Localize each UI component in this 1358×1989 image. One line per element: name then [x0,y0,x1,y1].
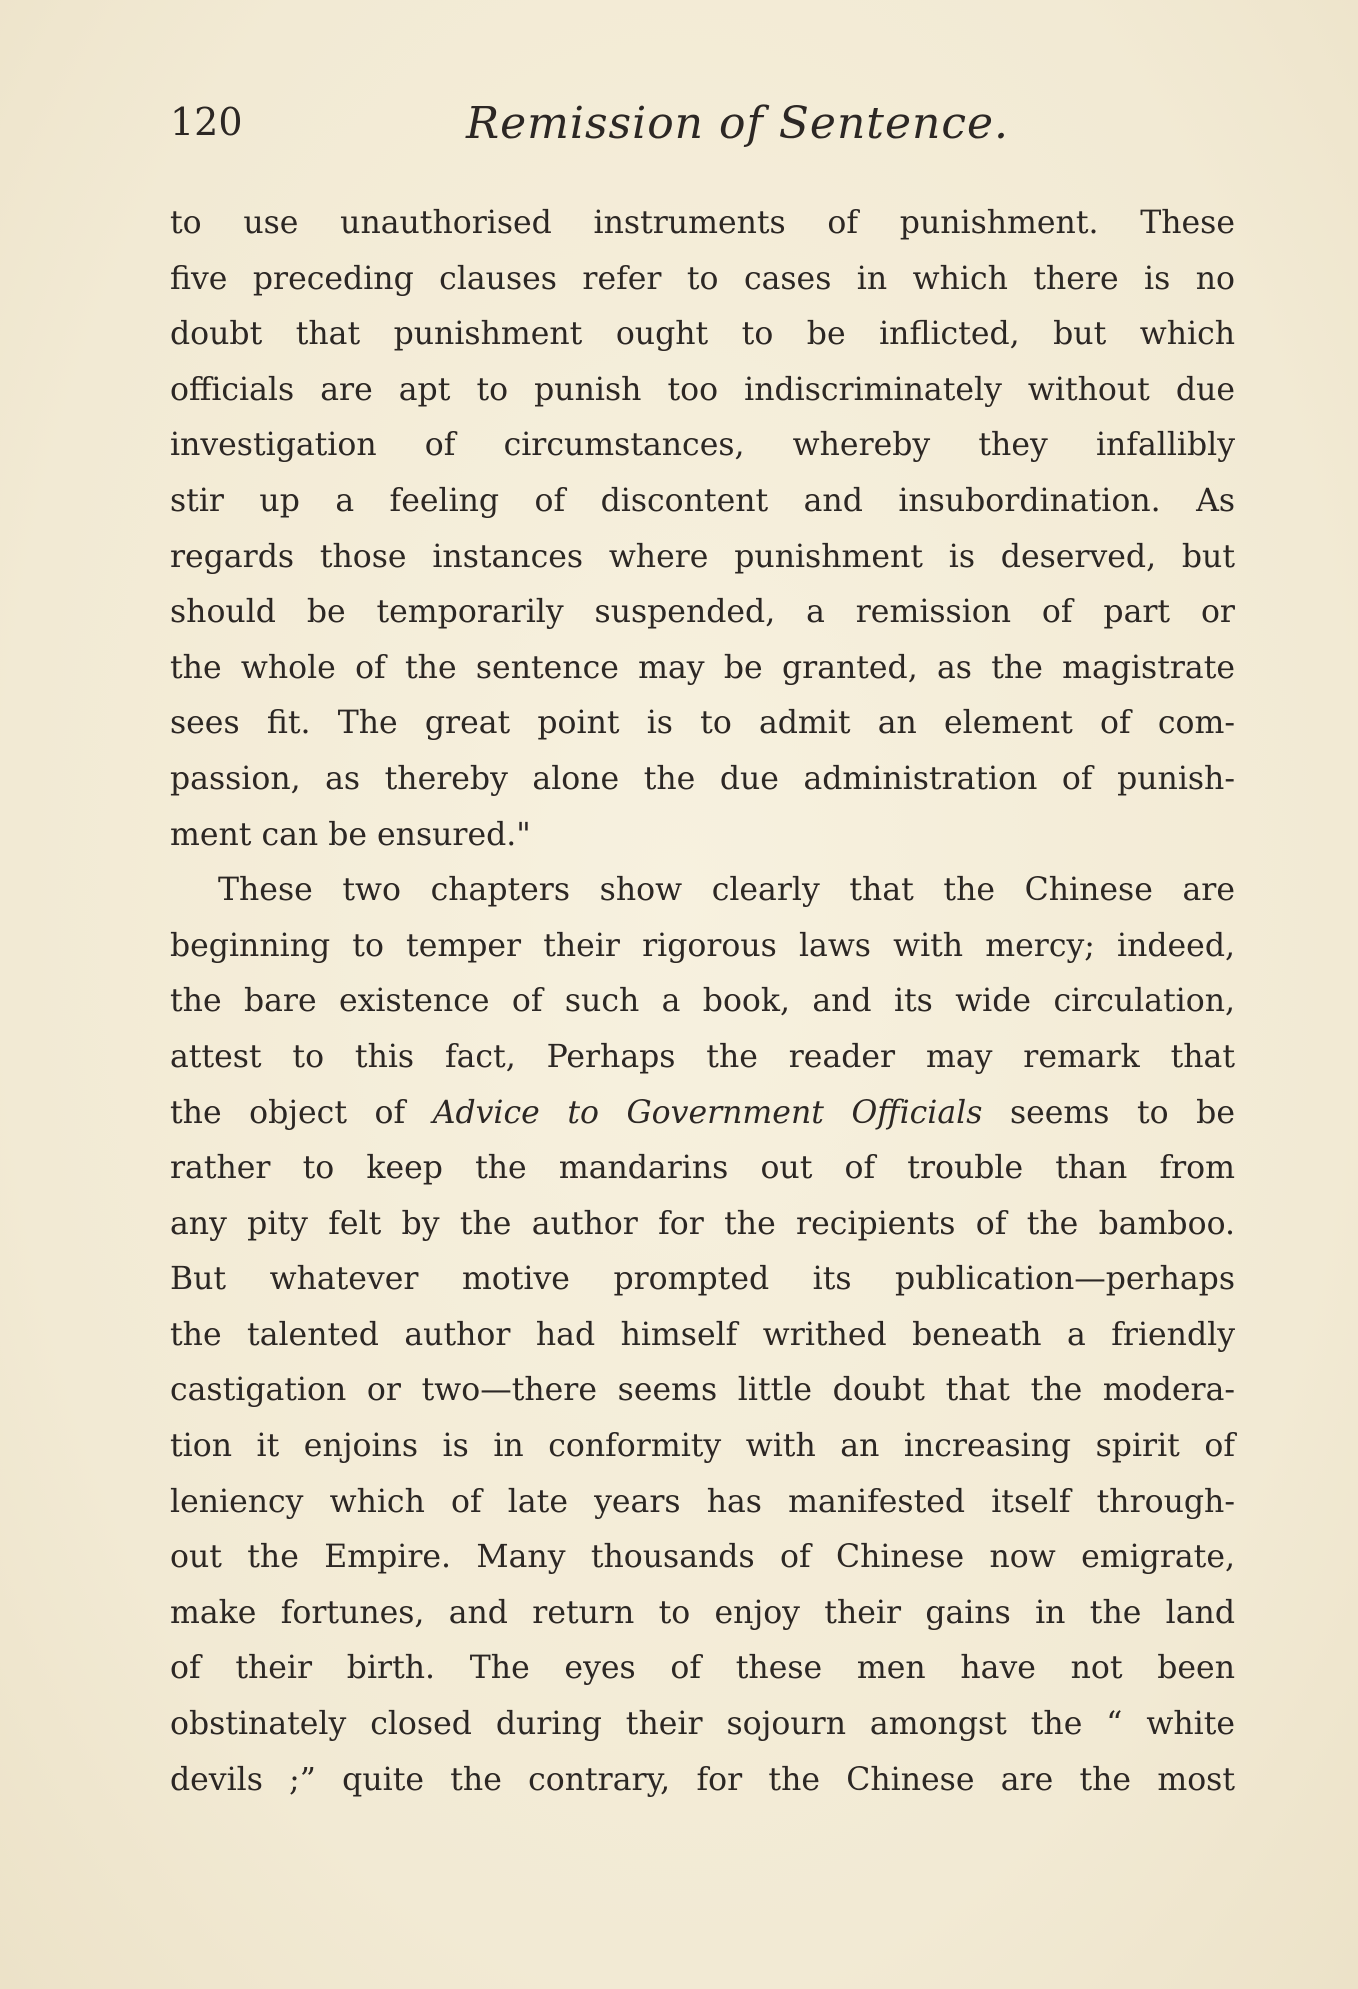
text-line: beginning to temper their rigorous laws with mercy; indeed, [170,927,1235,964]
text-line: passion, as thereby alone the due administration of punish- [170,760,1235,797]
text-line: obstinately closed during their sojourn amongst the “ white [170,1706,1235,1743]
text-line: tion it enjoins is in conformity with an increasing spirit of [170,1428,1235,1465]
page-number: 120 [170,100,243,144]
text-line: the bare existence of such a book, and its wide circulation, [170,983,1235,1020]
text-line: regards those instances where punishment is deserved, but [170,538,1235,575]
running-title: Remission of Sentence. [466,98,1010,149]
text-line: any pity felt by the author for the recipients of the bamboo. [170,1205,1235,1242]
text-line [170,1086,1235,1142]
text-line: attest to this fact, Perhaps the reader may remark that [170,1038,1235,1075]
text-line: rather to keep the mandarins out of trouble than from [170,1150,1235,1187]
text-line: ment can be ensured." [170,816,531,853]
body-text [170,196,1235,1808]
text-line: investigation of circumstances, whereby they infallibly [170,427,1235,464]
text-line: stir up a feeling of discontent and insubordination. As [170,482,1235,519]
text-line: castigation or two—there seems little doubt that the modera- [170,1372,1235,1409]
text-line: to use unauthorised instruments of punishment. These [170,205,1235,241]
text-line: devils ;” quite the contrary, for the Chinese are the most [170,1761,1235,1798]
text-line: out the Empire. Many thousands of Chinese now emigrate, [170,1539,1235,1576]
text-line: leniency which of late years has manifested itself through- [170,1483,1235,1520]
page-header [170,100,1240,170]
text-line: sees fit. The great point is to admit an element of com- [170,705,1235,742]
text-line: But whatever motive prompted its publication—perhaps [170,1261,1235,1298]
text-line: These two chapters show clearly that the Chinese are [218,872,1235,909]
text-line: officials are apt to punish too indiscriminately without due [170,371,1235,408]
text-run: seems to be [982,1094,1235,1131]
text-line: make fortunes, and return to enjoy their gains in the land [170,1594,1235,1631]
text-line: the talented author had himself writhed beneath a friendly [170,1316,1235,1353]
text-line: doubt that punishment ought to be inflicted, but which [170,316,1235,353]
book-title: Advice to Government Officials [432,1094,983,1131]
text-line: should be temporarily suspended, a remission of part or [170,594,1235,631]
text-line: of their birth. The eyes of these men have not been [170,1650,1235,1687]
text-run: the object of [170,1094,433,1131]
text-line: the whole of the sentence may be granted, as the magistrate [170,649,1235,686]
text-line: five preceding clauses refer to cases in which there is no [170,260,1235,297]
